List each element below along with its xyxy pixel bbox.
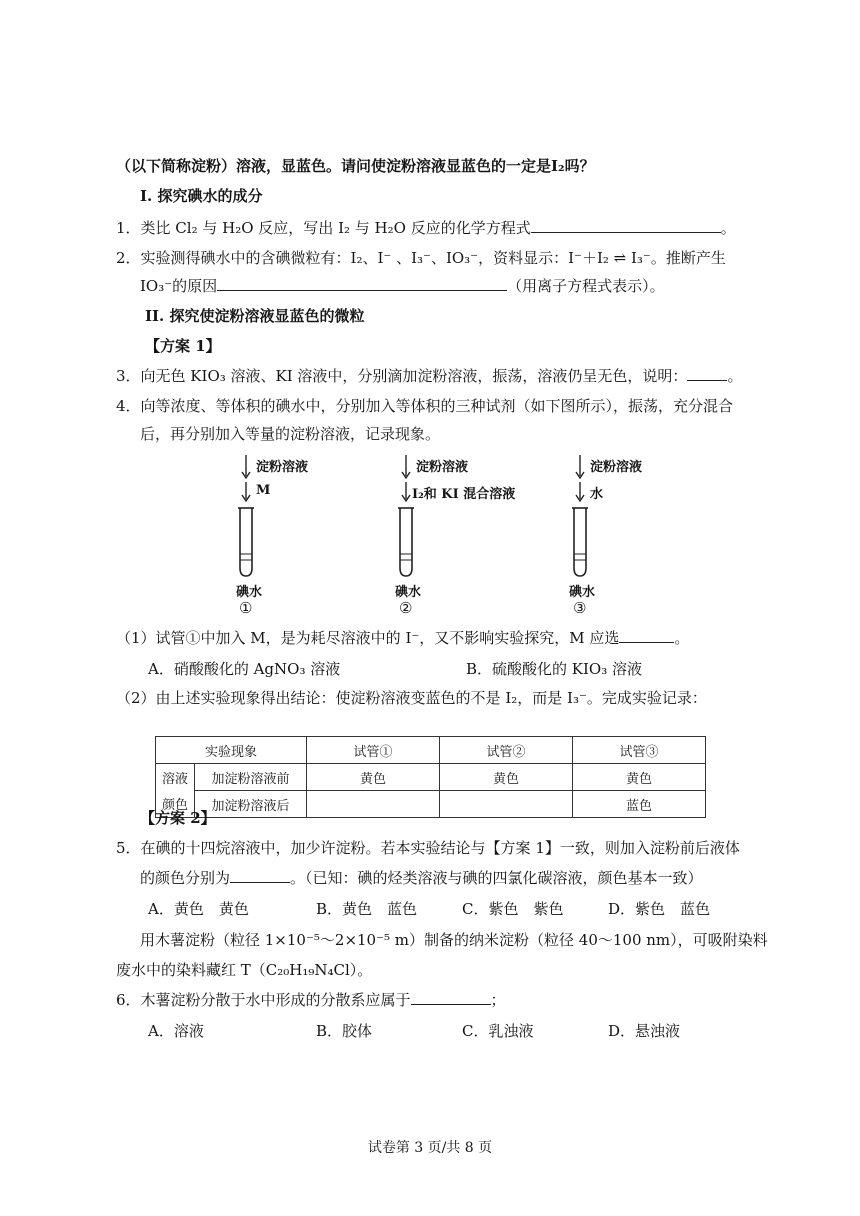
table-group-label: 溶液: [156, 764, 195, 791]
question-1-end: 。: [720, 219, 736, 237]
table-header-cell: 实验现象: [156, 737, 307, 764]
paragraph-line2: 废水中的染料藏红 T（C₂₀H₁₉N₄Cl）。: [116, 961, 373, 979]
option-c[interactable]: C．乳浊液: [462, 1022, 534, 1040]
answer-blank[interactable]: [230, 868, 290, 883]
table-answer-cell[interactable]: [440, 791, 573, 818]
question-4-line1: 4．向等浓度、等体积的碘水中，分别加入等体积的三种试剂（如下图所示），振荡，充分混合: [116, 397, 734, 415]
tube-2-reagent-top: 淀粉溶液: [416, 460, 469, 475]
question-5-options: [148, 898, 748, 920]
sub-question-1-options: [148, 658, 748, 680]
question-3-end: 。: [727, 367, 743, 385]
question-5-line1: 5．在碘的十四烷溶液中，加少许淀粉。若本实验结论与【方案 1】一致，则加入淀粉前后液体: [116, 839, 740, 857]
tube-2-content: 碘水: [395, 585, 422, 600]
table-header-cell: 试管③: [573, 737, 706, 764]
plan-1-label: 【方案 1】: [145, 337, 221, 355]
question-2-line1: 2．实验测得碘水中的含碘微粒有：I₂、I⁻ 、I₃⁻、IO₃⁻，资料显示：I⁻＋I₂ ⇌ I₃⁻。推断产生: [116, 249, 726, 267]
question-6-end: ；: [490, 991, 506, 1009]
question-1: [116, 218, 736, 238]
tube-3-reagent-bottom: 水: [590, 487, 604, 502]
tube-2-number: ②: [399, 599, 413, 617]
table-header-cell: 试管②: [440, 737, 573, 764]
option-d[interactable]: D．悬浊液: [608, 1022, 681, 1040]
question-6: [116, 990, 506, 1010]
question-2-line2-start: IO₃⁻的原因: [140, 277, 218, 295]
table-cell: 黄色: [440, 764, 573, 791]
option-b[interactable]: B．黄色 蓝色: [316, 900, 418, 918]
plan-2-label: 【方案 2】: [140, 809, 216, 827]
question-3: [116, 366, 742, 386]
page-footer: 试卷第 3 页/共 8 页: [367, 1140, 493, 1156]
sub-question-1: [116, 628, 689, 648]
sub-question-1-end: 。: [674, 629, 690, 647]
table-group-label: 颜色: [156, 791, 195, 818]
option-a[interactable]: A．溶液: [148, 1022, 204, 1040]
question-2-line2: [140, 276, 665, 296]
table-row-label: 加淀粉溶液前: [195, 764, 307, 791]
table-answer-cell[interactable]: [307, 791, 440, 818]
answer-blank[interactable]: [217, 276, 507, 291]
answer-blank[interactable]: [411, 990, 491, 1005]
tube-1-reagent-bottom: M: [256, 483, 271, 498]
option-b[interactable]: B．胶体: [316, 1022, 373, 1040]
sub-question-2: （2）由上述实验现象得出结论：使淀粉溶液变蓝色的不是 I₂，而是 I₃⁻。完成实验记录：: [116, 689, 707, 707]
question-1-text: 1．类比 Cl₂ 与 H₂O 反应，写出 I₂ 与 H₂O 反应的化学方程式: [116, 219, 531, 237]
table-header-cell: 试管①: [307, 737, 440, 764]
table-cell: 黄色: [307, 764, 440, 791]
option-a[interactable]: A．硝酸酸化的 AgNO₃ 溶液: [148, 660, 341, 678]
table-cell: 黄色: [573, 764, 706, 791]
section-title-1: I. 探究碘水的成分: [140, 187, 263, 205]
table-row-label: 加淀粉溶液后: [195, 791, 307, 818]
option-d[interactable]: D．紫色 蓝色: [608, 900, 711, 918]
question-6-options: [148, 1020, 748, 1042]
experiment-record-table: [155, 736, 706, 818]
tube-1-content: 碘水: [236, 585, 263, 600]
option-b[interactable]: B．硫酸酸化的 KIO₃ 溶液: [466, 660, 643, 678]
tube-1-reagent-top: 淀粉溶液: [256, 460, 309, 475]
table-cell: 蓝色: [573, 791, 706, 818]
answer-blank[interactable]: [619, 628, 674, 643]
test-tube-figure: [0, 450, 860, 625]
tube-2-reagent-bottom: I₂和 KI 混合溶液: [412, 487, 516, 502]
intro-line: （以下简称淀粉）溶液，显蓝色。请问使淀粉溶液显蓝色的一定是I₂吗？: [116, 157, 595, 175]
table-header-row: [156, 737, 706, 764]
table-row: [156, 764, 706, 791]
paragraph-line1: 用木薯淀粉（粒径 1×10⁻⁵～2×10⁻⁵ m）制备的纳米淀粉（粒径 40～100 nm），可吸附染料: [140, 931, 768, 949]
question-2-line2-end: （用离子方程式表示）。: [507, 277, 665, 295]
question-5-line2: [140, 868, 703, 888]
sub-question-1-text: （1）试管①中加入 M，是为耗尽溶液中的 I⁻，又不影响实验探究，M 应选: [116, 629, 620, 647]
tube-3-reagent-top: 淀粉溶液: [590, 460, 643, 475]
answer-blank[interactable]: [531, 218, 721, 233]
answer-blank[interactable]: [687, 366, 727, 381]
tube-3-content: 碘水: [569, 585, 596, 600]
tube-1-number: ①: [239, 599, 253, 617]
tube-3-number: ③: [573, 599, 587, 617]
table-row: [156, 791, 706, 818]
question-3-text: 3．向无色 KIO₃ 溶液、KI 溶液中，分别滴加淀粉溶液，振荡，溶液仍呈无色，说明：: [116, 367, 688, 385]
option-c[interactable]: C．紫色 紫色: [462, 900, 564, 918]
question-5-line2-end: 。（已知：碘的烃类溶液与碘的四氯化碳溶液，颜色基本一致）: [290, 869, 703, 887]
question-4-line2: 后，再分别加入等量的淀粉溶液，记录现象。: [140, 425, 441, 443]
question-5-line2-start: 的颜色分别为: [140, 869, 231, 887]
option-a[interactable]: A．黄色 黄色: [148, 900, 249, 918]
section-title-2: II. 探究使淀粉溶液显蓝色的微粒: [145, 307, 365, 325]
question-6-text: 6．木薯淀粉分散于水中形成的分散系应属于: [116, 991, 411, 1009]
